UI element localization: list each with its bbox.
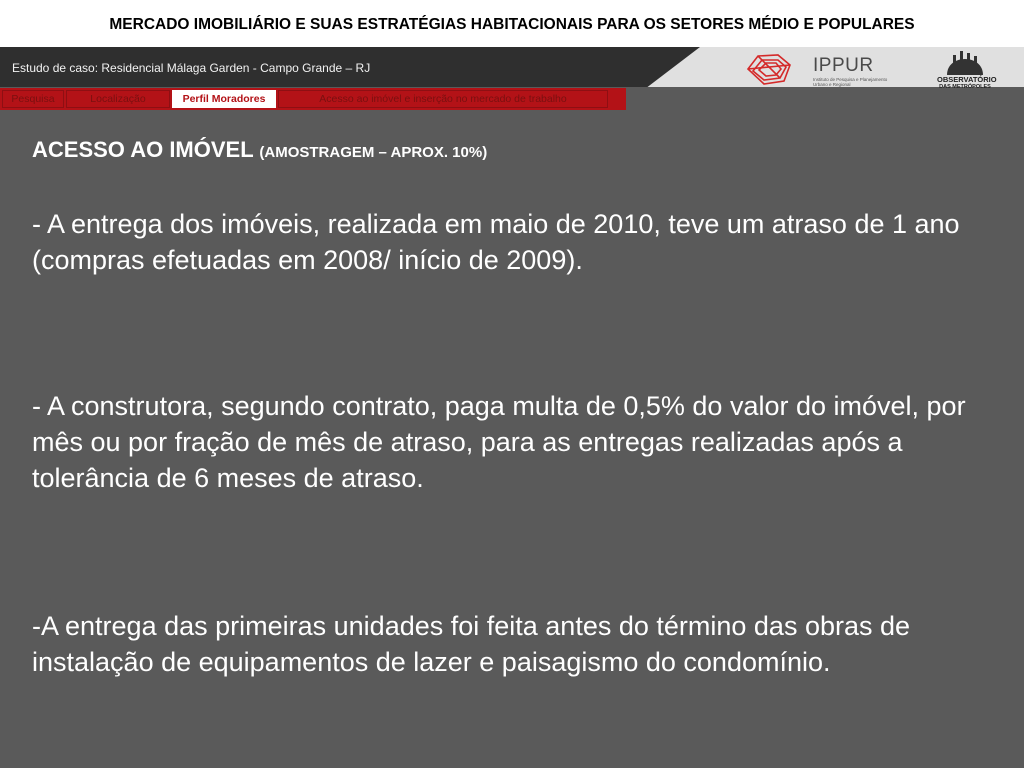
paragraph-early-delivery: -A entrega das primeiras unidades foi feita antes do término das obras de instalação de equipamentos de lazer e paisagismo do condomínio.	[32, 611, 911, 677]
observatorio-logo-line1: OBSERVATÓRIO	[937, 75, 997, 84]
paragraph-delivery-delay: - A entrega dos imóveis, realizada em maio de 2010, teve um atraso de 1 ano (compras efetuadas em 2008/ início de 2009).	[32, 209, 960, 275]
ippur-logo-text: IPPUR	[813, 55, 874, 76]
section-heading-title: ACESSO AO IMÓVEL	[32, 137, 254, 162]
tab-acesso-imovel[interactable]: Acesso ao imóvel e inserção no mercado de trabalho	[278, 90, 608, 108]
paragraph-contract-penalty: - A construtora, segundo contrato, paga multa de 0,5% do valor do imóvel, por mês ou por fração de mês de atraso, para as entregas realizadas após a tolerância de 6 meses de atraso.	[32, 391, 966, 493]
tab-pesquisa[interactable]: Pesquisa	[2, 90, 64, 108]
case-study-label: Estudo de caso: Residencial Málaga Garden - Campo Grande – RJ	[12, 61, 371, 75]
observatorio-logo-line2: DAS METRÓPOLES	[939, 84, 991, 90]
section-heading	[32, 136, 972, 167]
section-heading-subtitle: (AMOSTRAGEM – APROX. 10%)	[259, 144, 488, 161]
tab-localizacao[interactable]: Localização	[66, 90, 170, 108]
ippur-logo-subtitle: Instituto de Pesquisa e Planejamento Urbano e Regional	[813, 77, 888, 87]
section-nav	[0, 88, 626, 110]
tab-perfil-moradores[interactable]: Perfil Moradores	[172, 90, 276, 108]
main-content	[32, 136, 972, 677]
slide-title: MERCADO IMOBILIÁRIO E SUAS ESTRATÉGIAS HABITACIONAIS PARA OS SETORES MÉDIO E POPULARES	[0, 0, 1024, 47]
